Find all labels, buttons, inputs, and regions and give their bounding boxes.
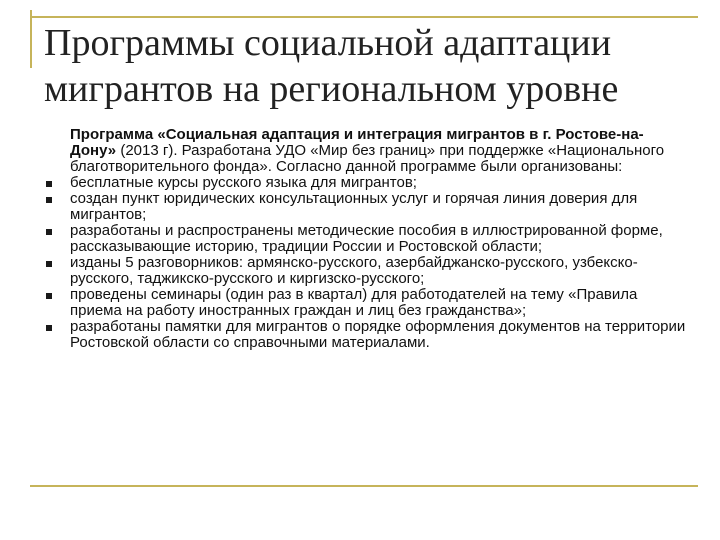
square-bullet-icon	[46, 181, 52, 187]
square-bullet-icon	[46, 325, 52, 331]
square-bullet-icon	[46, 261, 52, 267]
intro-lead-bold: Программа «Социальная адаптация и интеграция мигрантов в г. Ростове-на-Дону»	[70, 126, 644, 159]
list-item	[46, 223, 686, 255]
square-bullet-icon	[46, 293, 52, 299]
title-accent-horizontal-rule	[30, 16, 698, 18]
slide-title	[44, 20, 694, 112]
list-item-text: бесплатные курсы русского языка для мигрантов;	[70, 174, 417, 191]
list-item	[46, 255, 686, 287]
list-item	[46, 191, 686, 223]
list-item-text: создан пункт юридических консультационных услуг и горячая линия доверия для мигрантов;	[70, 190, 638, 223]
slide-title-line-2: мигрантов на региональном уровне	[44, 68, 619, 110]
list-item-text: проведены семинары (один раз в квартал) для работодателей на тему «Правила приема на работу иностранных граждан и лиц без гражданства»;	[70, 286, 638, 319]
list-item-text: разработаны и распространены методические пособия в иллюстрированной форме, рассказывающие историю, традиции России и Ростовской области;	[70, 222, 663, 255]
square-bullet-icon	[46, 197, 52, 203]
list-item-text: разработаны памятки для мигрантов о порядке оформления документов на территории Ростовской области со справочными материалами.	[70, 318, 686, 351]
list-item	[46, 175, 686, 191]
list-item-text: изданы 5 разговорников: армянско-русского, азербайджанско-русского, узбекско-русского, таджикско-русского и киргизско-русского;	[70, 254, 638, 287]
intro-paragraph	[70, 127, 686, 175]
slide-title-line-1: Программы социальной адаптации	[44, 22, 612, 64]
list-item	[46, 287, 686, 319]
slide-body	[46, 127, 686, 351]
square-bullet-icon	[46, 229, 52, 235]
footer-accent-rule	[30, 485, 698, 487]
intro-rest: (2013 г). Разработана УДО «Мир без границ» при поддержке «Национального благотворительного фонда». Согласно данной программе были организованы:	[70, 142, 665, 175]
bullet-list	[46, 175, 686, 351]
title-accent-vertical-rule	[30, 10, 32, 68]
list-item	[46, 319, 686, 351]
